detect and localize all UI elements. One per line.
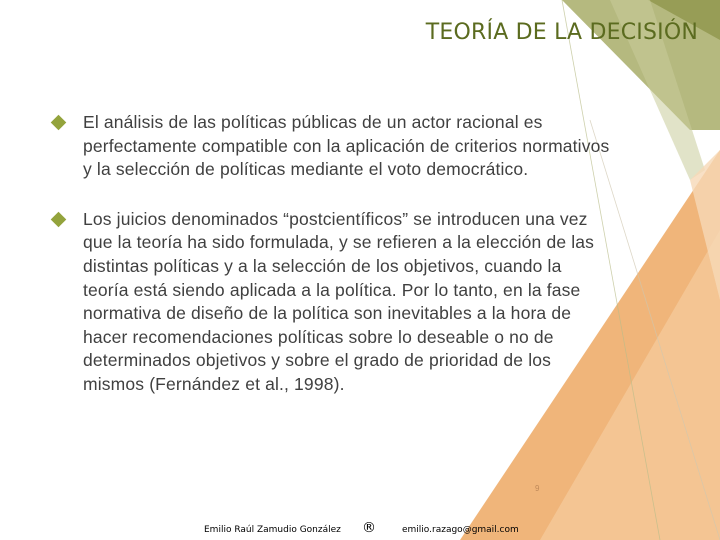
bullet-list: [50, 111, 610, 423]
diamond-bullet-icon: [51, 115, 67, 131]
bullet-text: El análisis de las políticas públicas de un actor racional es perfectamente compatible con la aplicación de criterios normativos y la selección de políticas mediante el voto democrático.: [83, 112, 610, 180]
diamond-bullet-icon: [51, 212, 67, 228]
registered-symbol: ®: [362, 520, 376, 536]
bullet-item: [50, 111, 610, 182]
footer-email: emilio.razago@gmail.com: [402, 525, 519, 535]
bullet-text: Los juicios denominados “postcientíficos” se introducen una vez que la teoría ha sido formulada, y se refieren a la elección de las distintas políticas y a la selección de los objetivos, cuando la teoría está siendo aplicada a la política. Por lo tanto, en la fase normativa de diseño de la política son inevitables a la hora de hacer recomendaciones políticas sobre lo deseable o no de determinados objetivos y sobre el grado de prioridad de los mismos (Fernández et al., 1998).: [83, 208, 595, 394]
footer-author: Emilio Raúl Zamudio González: [204, 525, 341, 535]
page-number: 9: [535, 484, 540, 493]
bullet-item: [50, 208, 610, 397]
slide-title: TEORÍA DE LA DECISIÓN: [425, 20, 698, 45]
